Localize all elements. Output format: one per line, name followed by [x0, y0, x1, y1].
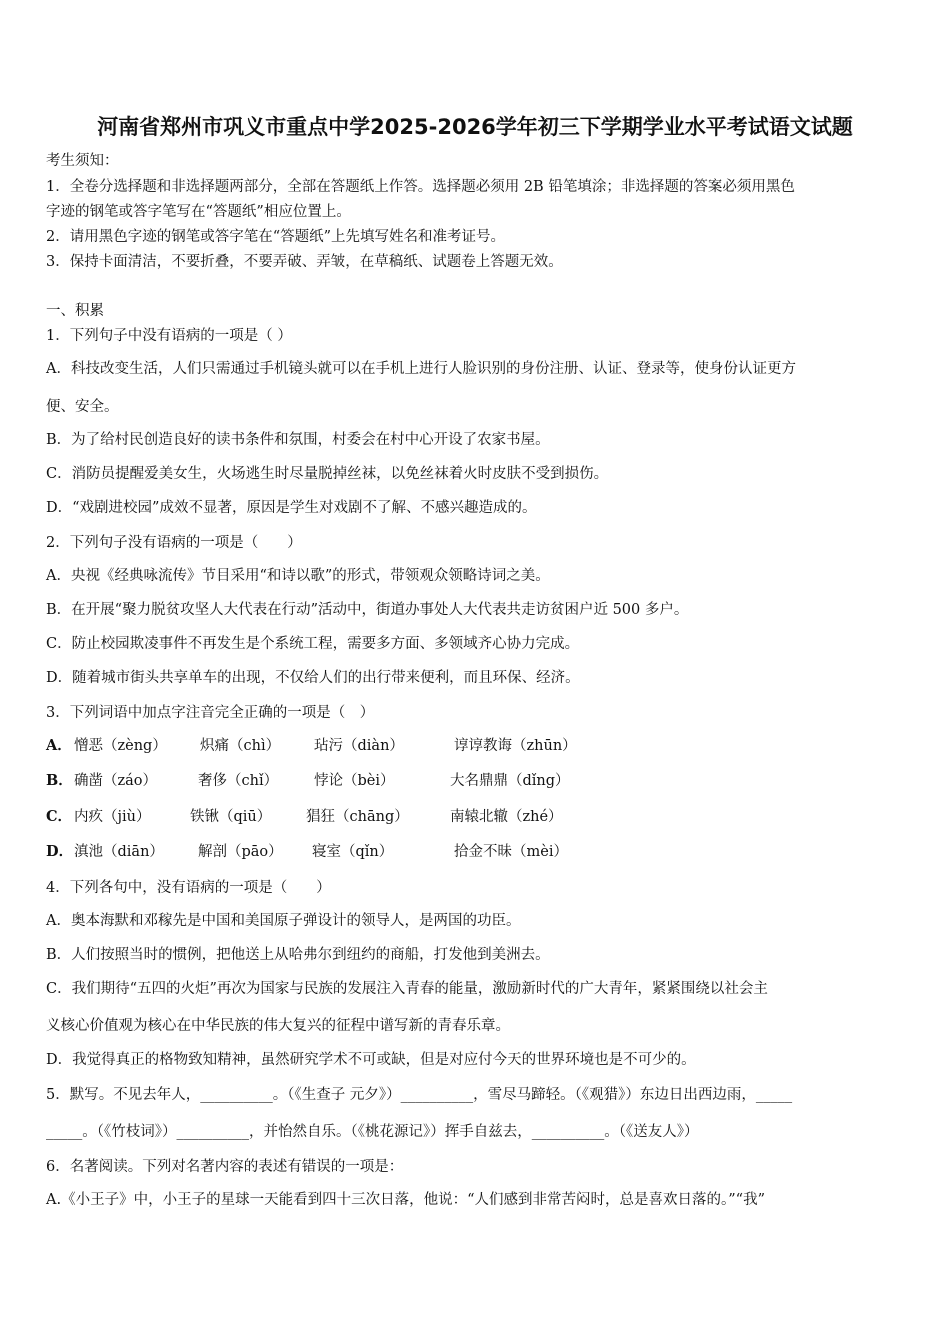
q5-line1: 5．默写。不见去年人，__________。（《生查子 元夕》）__________，雪尽马蹄轻。（《观猎》）东边日出西边雨，_____	[46, 1087, 793, 1103]
q2-stem: 2．下列句子没有语病的一项是（ ）	[46, 535, 302, 551]
q5-line2: _____。（《竹枝词》）__________，并怡然自乐。（《桃花源记》）挥手自兹去，__________。（《送友人》）	[46, 1124, 699, 1140]
q3-option-label: D．	[46, 843, 74, 860]
q3-word: 猖狂（chāng）	[306, 809, 409, 825]
q3-word: 南辕北辙（zhé）	[450, 809, 563, 825]
q3-stem: 3．下列词语中加点字注音完全正确的一项是（ ）	[46, 705, 375, 721]
q3-word: 滇池（diān）	[74, 844, 164, 860]
q3-word: 解剖（pāo）	[198, 844, 283, 860]
q4-option-c-line1: C．我们期待“五四的火炬”再次为国家与民族的发展注入青春的能量，激励新时代的广大青年，紧紧围绕以社会主	[46, 981, 768, 997]
q3-word: 内疚（jiù）	[74, 809, 151, 825]
q4-option-b: B．人们按照当时的惯例，把他送上从哈弗尔到纽约的商船，打发他到美洲去。	[46, 947, 550, 963]
page-title: 河南省郑州市巩义市重点中学2025-2026学年初三下学期学业水平考试语文试题	[97, 115, 853, 139]
q3-word: 炽痛（chì）	[200, 738, 281, 754]
q6-option-a: A.《小王子》中，小王子的星球一天能看到四十三次日落，他说：“人们感到非常苦闷时，总是喜欢日落的。”“我”	[46, 1192, 765, 1208]
notice-line-2: 2．请用黑色字迹的钢笔或答字笔在“答题纸”上先填写姓名和准考证号。	[46, 229, 506, 245]
q4-option-a: A．奥本海默和邓稼先是中国和美国原子弹设计的领导人，是两国的功臣。	[46, 913, 521, 929]
q1-option-b: B．为了给村民创造良好的读书条件和氛围，村委会在村中心开设了农家书屋。	[46, 432, 550, 448]
q3-option-label: A．	[46, 737, 72, 754]
q2-option-b: B．在开展“聚力脱贫攻坚人大代表在行动”活动中，街道办事处人大代表共走访贫困户近 500 多户。	[46, 602, 689, 618]
q2-option-c: C．防止校园欺凌事件不再发生是个系统工程，需要多方面、多领域齐心协力完成。	[46, 636, 580, 652]
q3-word: 憎恶（zèng）	[74, 738, 167, 754]
q3-word: 拾金不昧（mèi）	[454, 844, 568, 860]
q1-option-d: D．“戏剧进校园”成效不显著，原因是学生对戏剧不了解、不感兴趣造成的。	[46, 500, 537, 516]
section-heading: 一、积累	[46, 303, 104, 319]
notice-line-3: 3．保持卡面清洁，不要折叠，不要弄破、弄皱，在草稿纸、试题卷上答题无效。	[46, 254, 563, 270]
q3-option-a	[46, 736, 906, 756]
q4-stem: 4．下列各句中，没有语病的一项是（ ）	[46, 880, 331, 896]
q3-word: 悖论（bèi）	[314, 773, 395, 789]
q3-option-b	[46, 771, 906, 791]
q3-option-d	[46, 842, 906, 862]
q2-option-a: A．央视《经典咏流传》节目采用“和诗以歌”的形式，带领观众领略诗词之美。	[46, 568, 550, 584]
notice-heading: 考生须知：	[46, 153, 119, 169]
notice-line-1a: 1．全卷分选择题和非选择题两部分，全部在答题纸上作答。选择题必须用 2B 铅笔填涂；非选择题的答案必须用黑色	[46, 179, 795, 195]
q6-stem: 6．名著阅读。下列对名著内容的表述有错误的一项是：	[46, 1159, 404, 1175]
q3-option-label: C．	[46, 808, 73, 825]
q3-word: 玷污（diàn）	[314, 738, 404, 754]
notice-line-1b: 字迹的钢笔或答字笔写在“答题纸”相应位置上。	[46, 204, 351, 220]
q3-word: 谆谆教诲（zhūn）	[454, 738, 577, 754]
q3-word: 铁锹（qiū）	[190, 809, 272, 825]
q3-word: 大名鼎鼎（dǐng）	[450, 773, 570, 789]
q4-option-c-line2: 义核心价值观为核心在中华民族的伟大复兴的征程中谱写新的青春乐章。	[46, 1018, 510, 1034]
q4-option-d: D．我觉得真正的格物致知精神，虽然研究学术不可或缺，但是对应付今天的世界环境也是不可少的。	[46, 1052, 696, 1068]
q3-word: 奢侈（chǐ）	[198, 773, 279, 789]
q3-option-label: B．	[46, 772, 73, 789]
q3-option-c	[46, 807, 906, 827]
q2-option-d: D．随着城市街头共享单车的出现，不仅给人们的出行带来便利，而且环保、经济。	[46, 670, 580, 686]
q1-stem: 1．下列句子中没有语病的一项是（ ）	[46, 328, 292, 344]
q1-option-a-line2: 便、安全。	[46, 399, 119, 415]
q1-option-a-line1: A．科技改变生活，人们只需通过手机镜头就可以在手机上进行人脸识别的身份注册、认证、登录等，使身份认证更方	[46, 361, 796, 377]
q1-option-c: C．消防员提醒爱美女生，火场逃生时尽量脱掉丝袜，以免丝袜着火时皮肤不受到损伤。	[46, 466, 609, 482]
q3-word: 寝室（qǐn）	[312, 844, 394, 860]
q3-word: 确凿（záo）	[74, 773, 158, 789]
